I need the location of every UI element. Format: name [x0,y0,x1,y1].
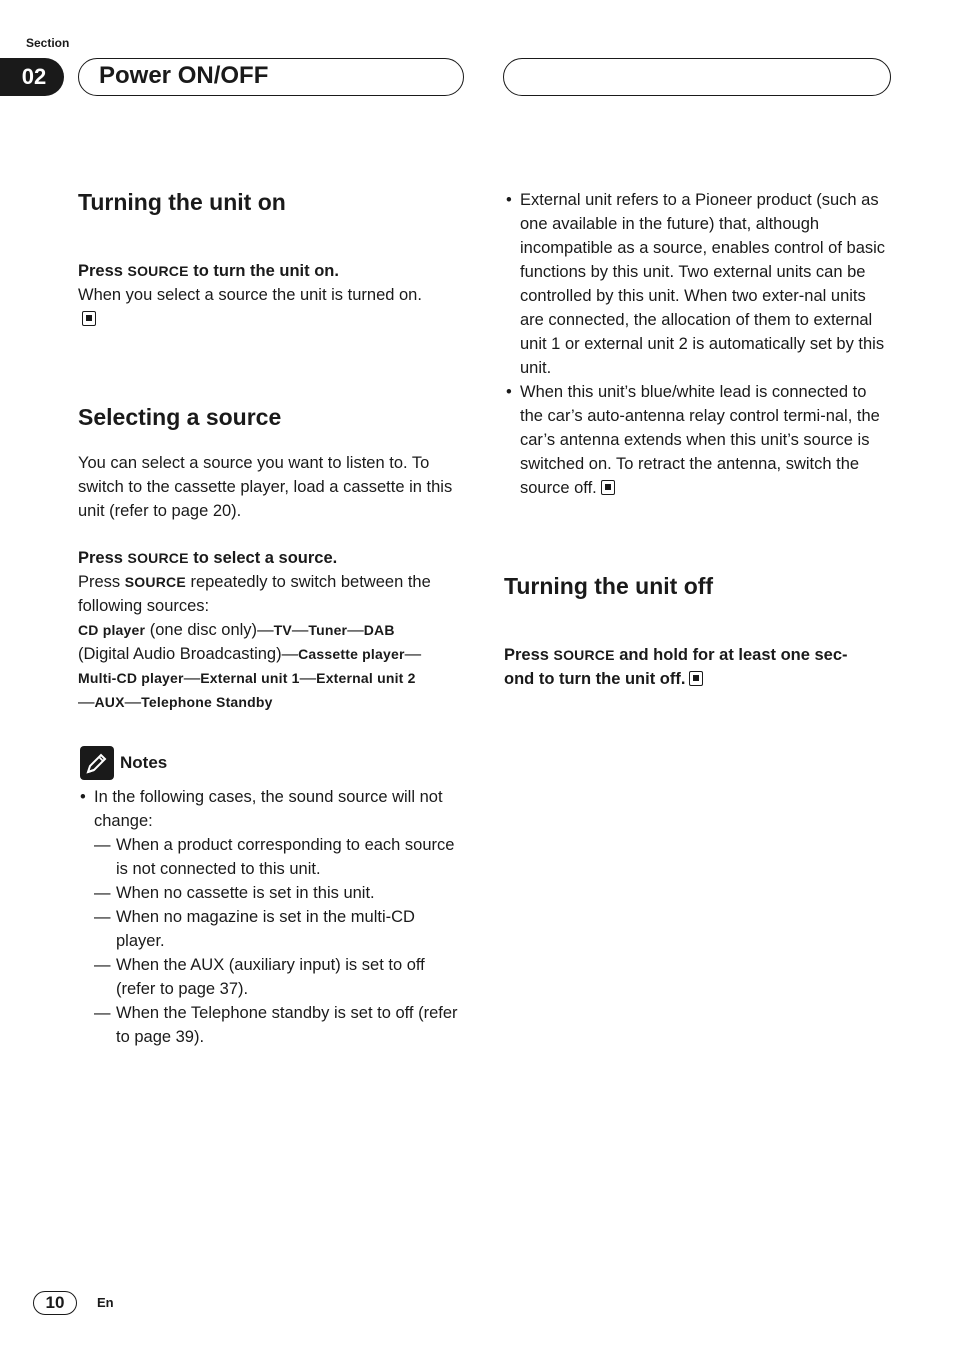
heading-selecting-source: Selecting a source [78,404,282,430]
list-item: — When the Telephone standby is set to off (refer to page 39). [94,1001,466,1049]
selecting-intro: You can select a source you want to listen to. To switch to the cassette player, load a cassette in this unit (refer to page 20). [78,454,453,520]
turning-on-body: When you select a source the unit is turned on. [78,283,466,331]
turning-on-instruction: Press SOURCE to turn the unit on. [78,262,339,280]
language-label: En [97,1295,114,1310]
page-number: 10 [33,1291,77,1315]
list-item: — When no cassette is set in this unit. [94,881,466,905]
list-item: — When a product corresponding to each source is not connected to this unit. [94,833,466,881]
source-sequence: CD player (one disc only)—TV—Tuner—DAB (Digital Audio Broadcasting)—Cassette player— Multi-CD player—External unit 1—External unit 2 —AUX—Telephone Standby [78,621,422,711]
pencil-icon [80,746,114,780]
end-mark-icon [601,480,615,495]
section-label: Section [26,36,70,50]
list-item: — When the AUX (auxiliary input) is set to off (refer to page 37). [94,953,466,1001]
title-box-empty [503,58,891,96]
right-bullets [504,188,892,500]
end-mark-icon [689,671,703,686]
end-mark-icon [82,311,96,326]
heading-turning-off: Turning the unit off [504,573,714,599]
list-item: — When no magazine is set in the multi-CD player. [94,905,466,953]
list-item: • External unit refers to a Pioneer product (such as one available in the future) that, although incompatible as a source, enables control of basic functions by this unit. Two external units can be controlled by this unit. When two exter-nal units are connected, the allocation of them to external unit 1 or external unit 2 is automatically set by this unit. [504,188,892,380]
turning-off-instruction: Press SOURCE and hold for at least one sec-ond to turn the unit off. [504,646,848,688]
page-title: Power ON/OFF [78,58,464,96]
list-item: • In the following cases, the sound source will not change: — When a product corresponding to each source is not connected to this unit. — When no cassette is set in this unit. — When no magazine is set in the multi-CD player. — When the AUX (auxiliary input) is set to off (refer to page 37). — When the Telephone standby is set to off (refer to page 39). [78,785,466,1049]
notes-label: Notes [120,753,168,772]
notes-list [78,785,466,1049]
list-item: • When this unit’s blue/white lead is connected to the car’s auto-antenna relay control termi-nal, the car’s antenna extends when this unit’s source is switched on. To retract the antenna, switch the source off. [504,380,892,500]
section-number-badge: 02 [0,58,64,96]
selecting-body: Press SOURCE repeatedly to switch between the following sources: [78,573,431,615]
selecting-instruction: Press SOURCE to select a source. [78,549,338,567]
heading-turning-on: Turning the unit on [78,189,286,215]
